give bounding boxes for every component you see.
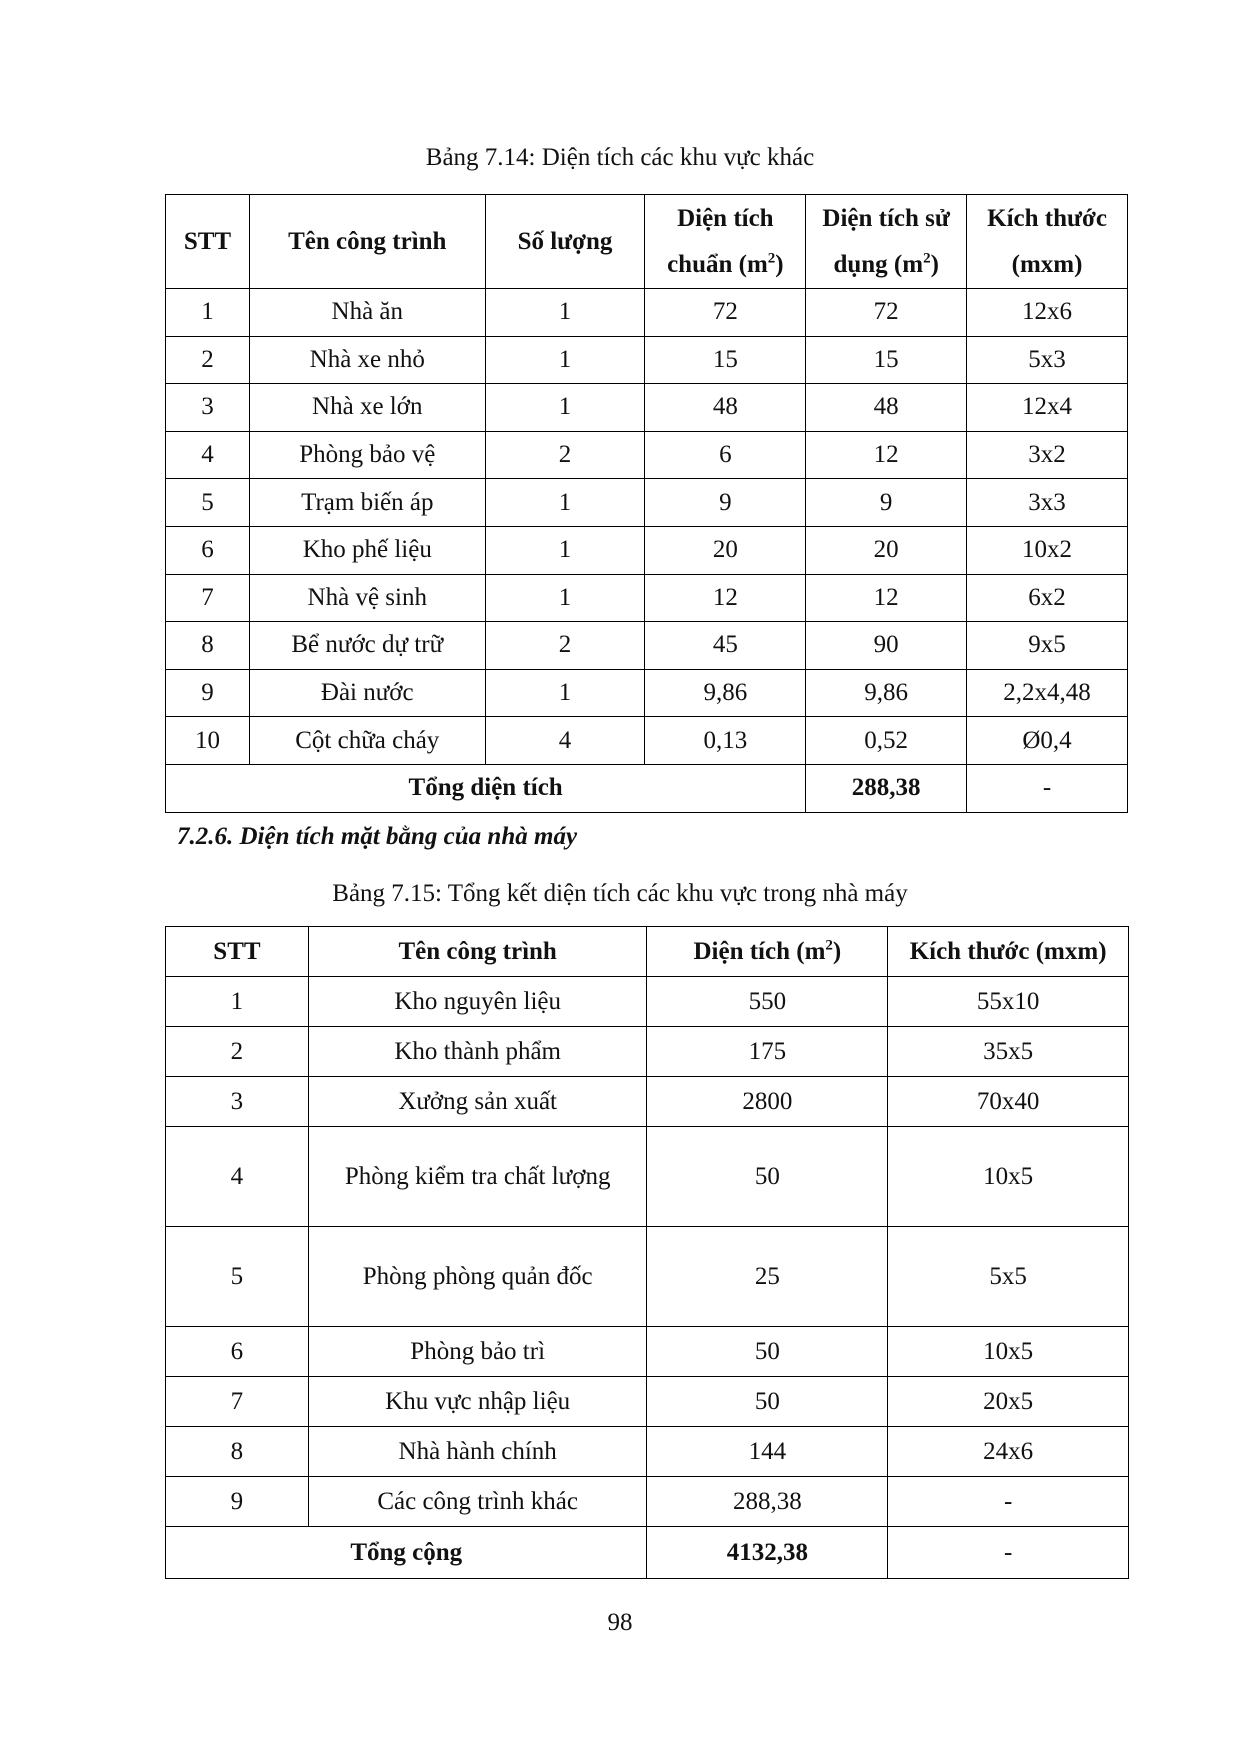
cell-size: 10x5 [888, 1327, 1129, 1377]
header-size-line1: Kích thước [987, 204, 1107, 232]
table-row [166, 1377, 1129, 1427]
table-row [166, 431, 1128, 479]
cell-stt: 7 [166, 1377, 309, 1427]
cell-name: Nhà xe nhỏ [249, 336, 485, 384]
cell-stt: 8 [166, 1427, 309, 1477]
cell-name: Đài nước [249, 669, 485, 717]
close-paren: ) [775, 250, 784, 278]
table-row [166, 1077, 1129, 1127]
cell-name: Trạm biến áp [249, 479, 485, 527]
cell-stt: 3 [166, 384, 250, 432]
cell-qty: 1 [485, 289, 645, 337]
cell-qty: 1 [485, 526, 645, 574]
cell-name: Khu vực nhập liệu [308, 1377, 647, 1427]
header-area [647, 927, 888, 977]
cell-size: 10x5 [888, 1127, 1129, 1227]
cell-std: 0,13 [645, 717, 806, 765]
header-size: Kích thước (mxm) [888, 927, 1129, 977]
cell-name: Nhà vệ sinh [249, 574, 485, 622]
cell-stt: 4 [166, 431, 250, 479]
cell-size: 10x2 [967, 526, 1128, 574]
cell-name: Cột chữa cháy [249, 717, 485, 765]
cell-size: 5x3 [967, 336, 1128, 384]
cell-name: Các công trình khác [308, 1477, 647, 1527]
cell-std: 20 [645, 526, 806, 574]
cell-area: 175 [647, 1027, 888, 1077]
table-row [166, 1477, 1129, 1527]
table-7-14-caption: Bảng 7.14: Diện tích các khu vực khác [425, 144, 815, 171]
cell-stt: 7 [166, 574, 250, 622]
cell-std: 9,86 [645, 669, 806, 717]
cell-name: Kho thành phẩm [308, 1027, 647, 1077]
cell-use: 0,52 [806, 717, 967, 765]
cell-std: 6 [645, 431, 806, 479]
section-heading: 7.2.6. Diện tích mặt bằng của nhà máy [177, 823, 578, 850]
header-size-line2: (mxm) [1011, 250, 1083, 278]
cell-stt: 4 [166, 1127, 309, 1227]
cell-use: 20 [806, 526, 967, 574]
cell-qty: 2 [485, 622, 645, 670]
table-row [166, 622, 1128, 670]
cell-qty: 4 [485, 717, 645, 765]
header-use-area-line1: Diện tích sử [822, 204, 950, 232]
cell-area: 25 [647, 1227, 888, 1327]
table-row [166, 669, 1128, 717]
cell-size: 20x5 [888, 1377, 1129, 1427]
header-area-text: Diện tích (m [693, 937, 826, 965]
cell-name: Nhà ăn [249, 289, 485, 337]
cell-stt: 6 [166, 1327, 309, 1377]
cell-qty: 2 [485, 431, 645, 479]
total-value: 4132,38 [647, 1527, 888, 1579]
cell-area: 288,38 [647, 1477, 888, 1527]
table-row [166, 1127, 1129, 1227]
table-row [166, 1027, 1129, 1077]
cell-qty: 1 [485, 669, 645, 717]
cell-size: 12x6 [967, 289, 1128, 337]
cell-stt: 3 [166, 1077, 309, 1127]
cell-std: 72 [645, 289, 806, 337]
cell-use: 48 [806, 384, 967, 432]
cell-area: 50 [647, 1127, 888, 1227]
cell-use: 90 [806, 622, 967, 670]
header-use-area-line2: dụng (m [833, 250, 924, 278]
table-header-row [166, 927, 1129, 977]
cell-name: Phòng bảo vệ [249, 431, 485, 479]
cell-stt: 5 [166, 1227, 309, 1327]
cell-size: 24x6 [888, 1427, 1129, 1477]
cell-size: Ø0,4 [967, 717, 1128, 765]
cell-name: Nhà hành chính [308, 1427, 647, 1477]
table-row [166, 289, 1128, 337]
table-7-15 [165, 926, 1129, 1579]
cell-name: Kho nguyên liệu [308, 977, 647, 1027]
cell-stt: 5 [166, 479, 250, 527]
header-std-area-line2: chuẩn (m [667, 250, 768, 278]
total-size: - [888, 1527, 1129, 1579]
cell-stt: 9 [166, 669, 250, 717]
table-7-14 [165, 194, 1128, 813]
cell-size: 2,2x4,48 [967, 669, 1128, 717]
total-label: Tổng cộng [166, 1527, 647, 1579]
cell-area: 550 [647, 977, 888, 1027]
cell-size: 55x10 [888, 977, 1129, 1027]
header-stt: STT [166, 927, 309, 977]
page-number: 98 [607, 1609, 633, 1636]
cell-stt: 10 [166, 717, 250, 765]
table-header-row [166, 195, 1128, 289]
cell-stt: 1 [166, 977, 309, 1027]
cell-area: 2800 [647, 1077, 888, 1127]
table-row [166, 717, 1128, 765]
table-row [166, 1227, 1129, 1327]
cell-name: Phòng kiểm tra chất lượng [308, 1127, 647, 1227]
cell-area: 50 [647, 1377, 888, 1427]
cell-size: 6x2 [967, 574, 1128, 622]
cell-stt: 6 [166, 526, 250, 574]
total-size: - [967, 764, 1128, 812]
cell-stt: 9 [166, 1477, 309, 1527]
close-paren: ) [930, 250, 939, 278]
total-row [166, 764, 1128, 812]
table-row [166, 526, 1128, 574]
cell-qty: 1 [485, 574, 645, 622]
cell-name: Bể nước dự trữ [249, 622, 485, 670]
cell-area: 50 [647, 1327, 888, 1377]
superscript: 2 [825, 937, 833, 954]
cell-size: 12x4 [967, 384, 1128, 432]
header-name: Tên công trình [249, 195, 485, 289]
header-size [967, 195, 1128, 289]
header-stt: STT [166, 195, 250, 289]
cell-size: 70x40 [888, 1077, 1129, 1127]
cell-size: 3x3 [967, 479, 1128, 527]
cell-stt: 8 [166, 622, 250, 670]
cell-std: 9 [645, 479, 806, 527]
cell-std: 12 [645, 574, 806, 622]
table-row [166, 336, 1128, 384]
cell-use: 9 [806, 479, 967, 527]
table-7-15-caption: Bảng 7.15: Tổng kết diện tích các khu vực trong nhà máy [332, 880, 908, 907]
total-row [166, 1527, 1129, 1579]
cell-use: 12 [806, 431, 967, 479]
cell-stt: 2 [166, 1027, 309, 1077]
cell-stt: 2 [166, 336, 250, 384]
total-value: 288,38 [806, 764, 967, 812]
cell-std: 15 [645, 336, 806, 384]
cell-size: - [888, 1477, 1129, 1527]
cell-name: Phòng bảo trì [308, 1327, 647, 1377]
cell-size: 5x5 [888, 1227, 1129, 1327]
cell-name: Nhà xe lớn [249, 384, 485, 432]
cell-use: 15 [806, 336, 967, 384]
cell-size: 3x2 [967, 431, 1128, 479]
table-row [166, 977, 1129, 1027]
header-qty: Số lượng [485, 195, 645, 289]
cell-area: 144 [647, 1427, 888, 1477]
cell-qty: 1 [485, 479, 645, 527]
header-name: Tên công trình [308, 927, 647, 977]
total-label: Tổng diện tích [166, 764, 806, 812]
cell-qty: 1 [485, 336, 645, 384]
superscript: 2 [767, 250, 776, 267]
cell-stt: 1 [166, 289, 250, 337]
cell-std: 45 [645, 622, 806, 670]
header-std-area [645, 195, 806, 289]
cell-use: 12 [806, 574, 967, 622]
table-row [166, 1327, 1129, 1377]
table-row [166, 384, 1128, 432]
cell-use: 72 [806, 289, 967, 337]
header-use-area [806, 195, 967, 289]
superscript: 2 [923, 250, 931, 267]
table-row [166, 479, 1128, 527]
cell-name: Phòng phòng quản đốc [308, 1227, 647, 1327]
close-paren: ) [832, 937, 842, 965]
cell-size: 35x5 [888, 1027, 1129, 1077]
header-std-area-line1: Diện tích [677, 204, 774, 232]
cell-qty: 1 [485, 384, 645, 432]
cell-name: Kho phế liệu [249, 526, 485, 574]
cell-name: Xưởng sản xuất [308, 1077, 647, 1127]
table-row [166, 1427, 1129, 1477]
cell-size: 9x5 [967, 622, 1128, 670]
table-row [166, 574, 1128, 622]
cell-use: 9,86 [806, 669, 967, 717]
cell-std: 48 [645, 384, 806, 432]
